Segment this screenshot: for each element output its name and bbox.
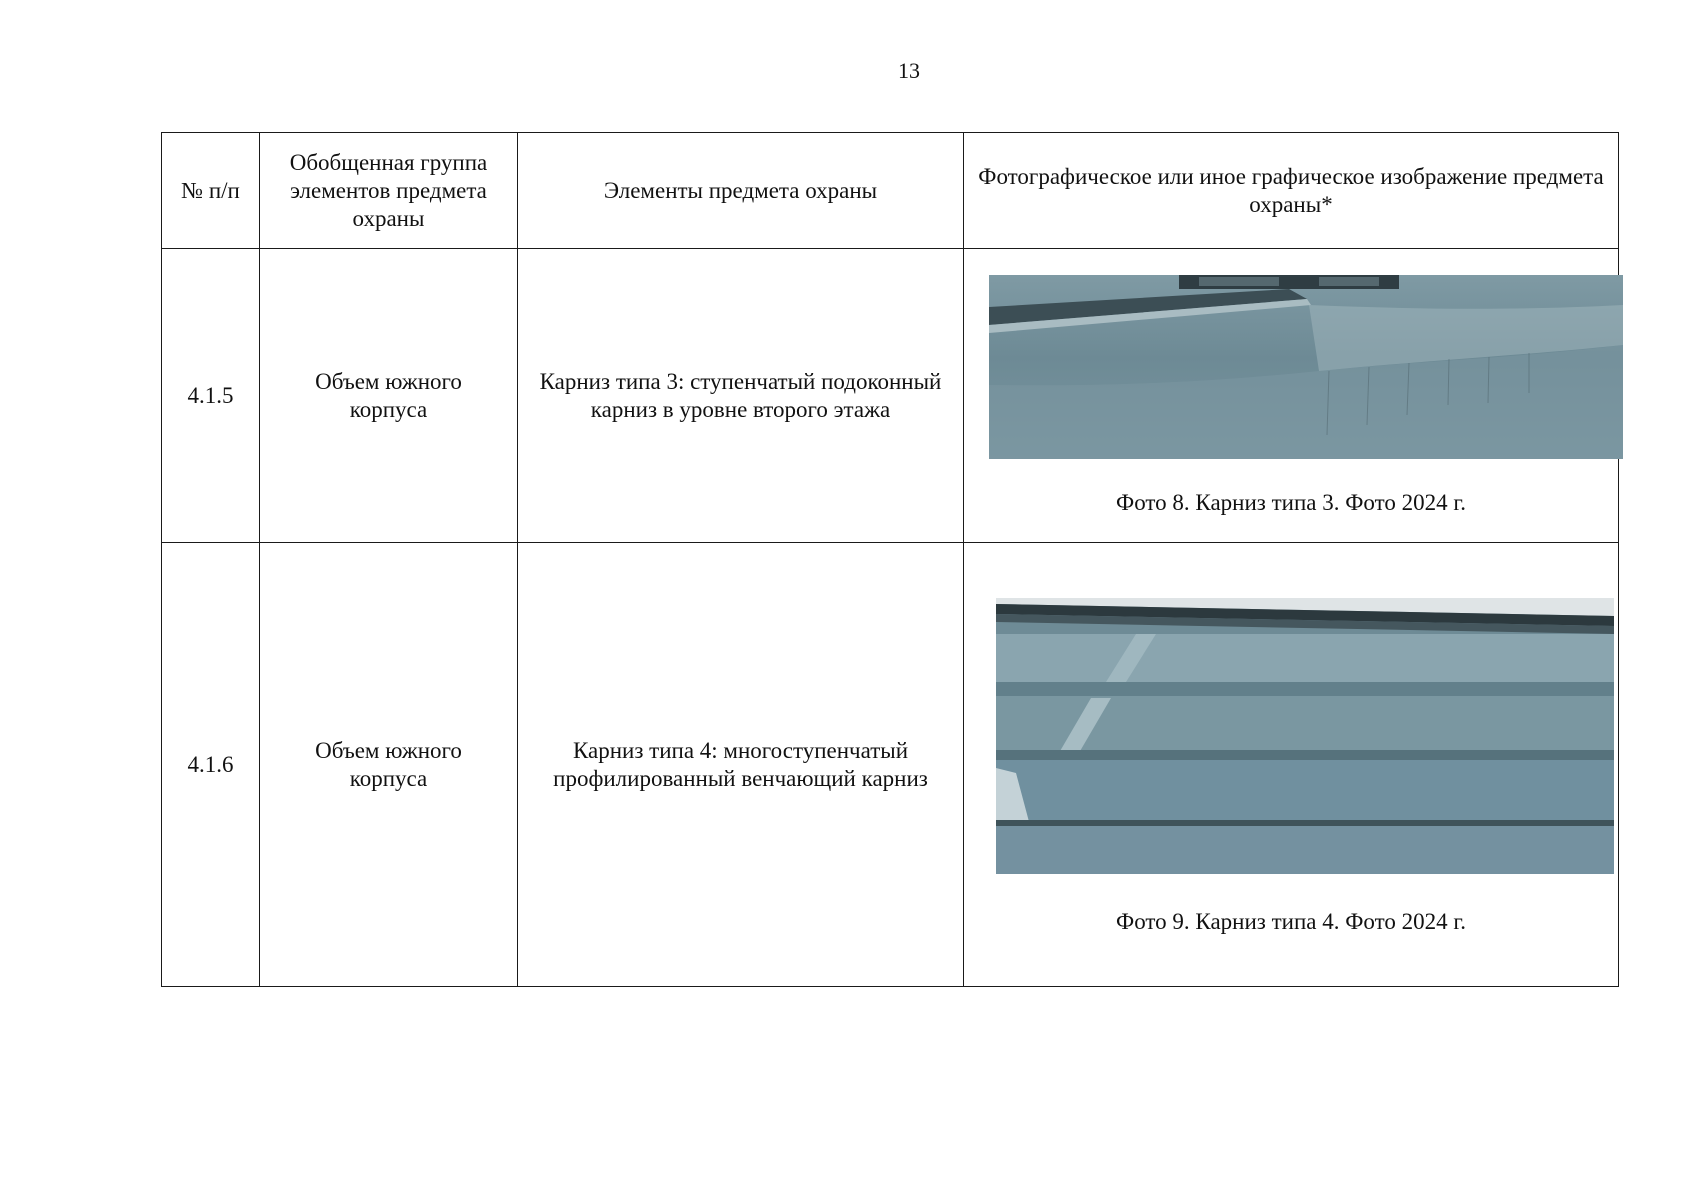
table-header-row [162, 133, 1619, 249]
page-number: 13 [898, 58, 920, 83]
protection-subject-table [161, 132, 1619, 987]
photo-cornice-type-4 [996, 598, 1614, 874]
header-photo: Фотографическое или иное графическое изображение предмета охраны* [964, 133, 1619, 249]
row-num: 4.1.6 [162, 543, 260, 987]
row-photo-cell [964, 543, 1619, 987]
photo-caption: Фото 8. Карниз типа 3. Фото 2024 г. [1116, 490, 1466, 515]
row-group: Объем южного корпуса [260, 543, 518, 987]
row-photo-cell [964, 249, 1619, 543]
row-elements: Карниз типа 3: ступенчатый подоконный карниз в уровне второго этажа [518, 249, 964, 543]
header-group: Обобщенная группа элементов предмета охраны [260, 133, 518, 249]
row-group: Объем южного корпуса [260, 249, 518, 543]
photo-caption: Фото 9. Карниз типа 4. Фото 2024 г. [1116, 909, 1466, 934]
table-row [162, 543, 1619, 987]
photo-cornice-type-3 [989, 275, 1623, 459]
table-row [162, 249, 1619, 543]
header-elements: Элементы предмета охраны [518, 133, 964, 249]
row-elements: Карниз типа 4: многоступенчатый профилированный венчающий карниз [518, 543, 964, 987]
header-num: № п/п [162, 133, 260, 249]
row-num: 4.1.5 [162, 249, 260, 543]
